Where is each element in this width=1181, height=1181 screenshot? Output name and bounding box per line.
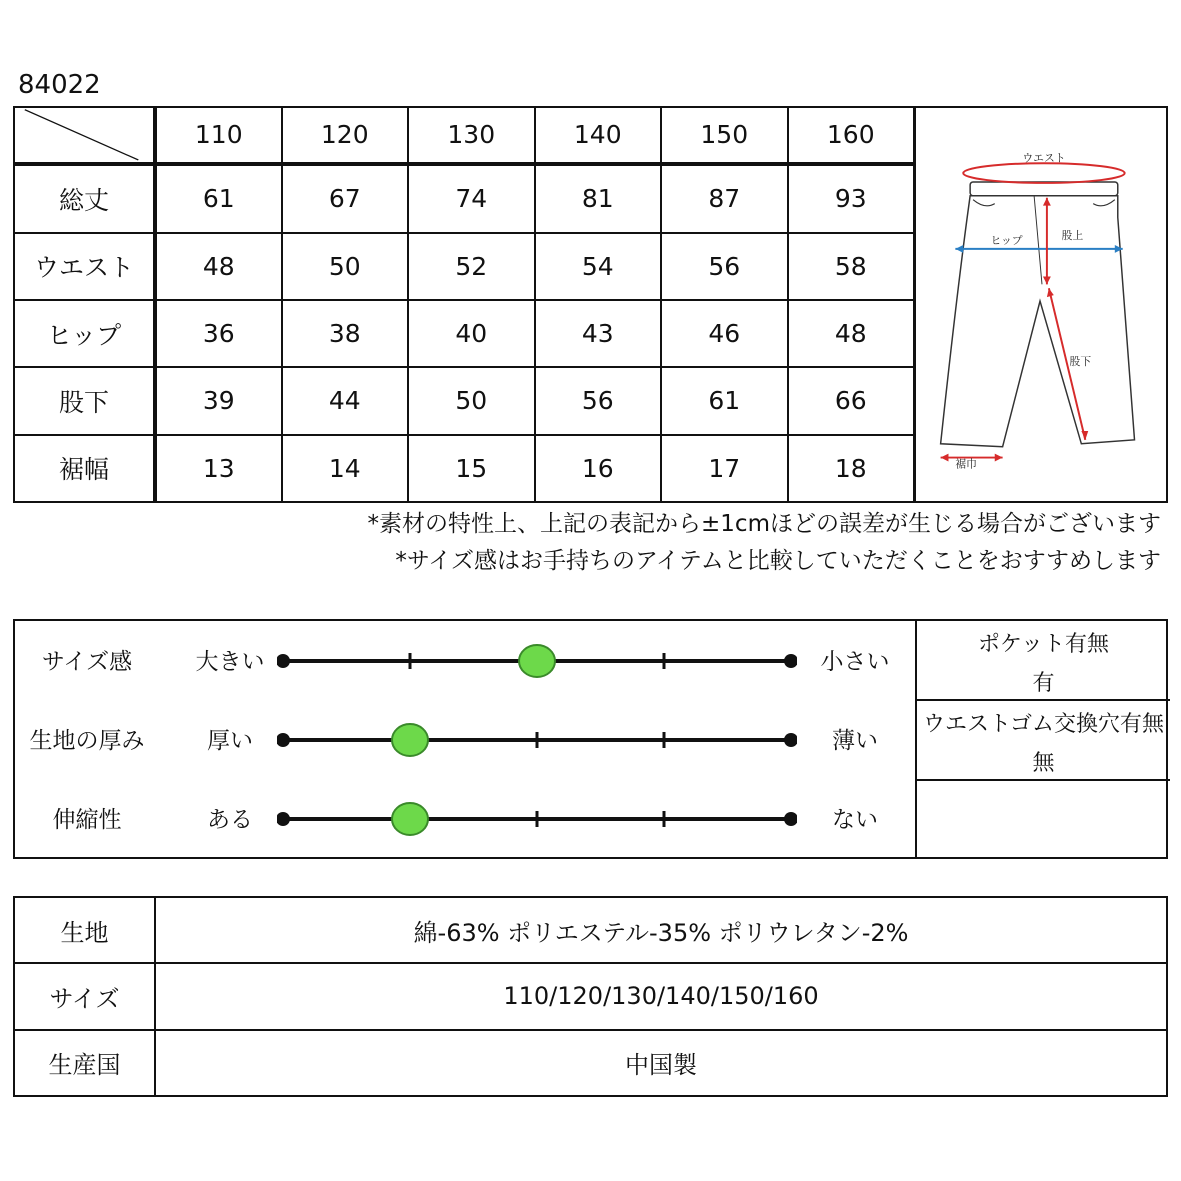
- waist-measure-line: [963, 163, 1124, 183]
- measurement-label: 総丈: [14, 164, 155, 233]
- info-value: 中国製: [155, 1030, 1167, 1096]
- fit-scale-label: 生地の厚み: [29, 728, 145, 754]
- measurement-row: [14, 164, 914, 233]
- waist-elastic-info: [917, 701, 1170, 781]
- measurement-value: 54: [535, 233, 662, 300]
- fit-scale-left-label: 厚い: [207, 728, 253, 754]
- notes: [368, 506, 1161, 580]
- fit-scale-track: [277, 700, 797, 780]
- waist-elastic-info-value: 無: [1032, 751, 1055, 776]
- empty-info-cell: [917, 781, 1170, 857]
- info-label: 生産国: [14, 1030, 155, 1096]
- size-table: [13, 106, 1168, 503]
- measurement-row: [14, 367, 914, 434]
- measurement-label: 股下: [14, 367, 155, 434]
- measurement-value: 48: [788, 300, 915, 367]
- hip-label: ヒップ: [990, 233, 1023, 247]
- measurement-value: 14: [282, 435, 409, 502]
- measurement-value: 15: [408, 435, 535, 502]
- note-line: *サイズ感はお手持ちのアイテムと比較していただくことをおすすめします: [395, 548, 1161, 574]
- measurement-value: 50: [282, 233, 409, 300]
- note-line: *素材の特性上、上記の表記から±1cmほどの誤差が生じる場合がございます: [367, 511, 1161, 537]
- waist-label: ウエスト: [1022, 151, 1066, 165]
- measurement-value: 52: [408, 233, 535, 300]
- inseam-label: 股下: [1069, 355, 1092, 369]
- product-info-table: [13, 896, 1168, 1097]
- fit-scale-marker: [392, 803, 428, 835]
- size-header-cell: 160: [788, 107, 915, 164]
- fit-scale-row: [15, 621, 915, 701]
- measurement-value: 46: [661, 300, 788, 367]
- measurement-value: 81: [535, 164, 662, 233]
- size-header-cell: 120: [282, 107, 409, 164]
- measurement-value: 17: [661, 435, 788, 502]
- measurement-row: [14, 300, 914, 367]
- measurement-row: [14, 435, 914, 502]
- measurement-value: 39: [155, 367, 282, 434]
- size-header-cell: 110: [155, 107, 282, 164]
- measurement-value: 36: [155, 300, 282, 367]
- measurement-value: 87: [661, 164, 788, 233]
- info-label: サイズ: [14, 963, 155, 1029]
- fit-scale-left-label: 大きい: [195, 649, 265, 675]
- measurement-value: 13: [155, 435, 282, 502]
- measurement-value: 56: [535, 367, 662, 434]
- fit-scale-label: 伸縮性: [52, 807, 122, 833]
- hem-label: 裾巾: [955, 457, 978, 471]
- pants-diagram: [914, 106, 1168, 503]
- fit-scale-track: [277, 621, 797, 701]
- size-header-cell: 130: [408, 107, 535, 164]
- pants-measurement-illustration: [916, 108, 1166, 501]
- size-header-row: [14, 107, 914, 164]
- fit-scale-row: [15, 700, 915, 780]
- pocket-info: [917, 621, 1170, 701]
- fit-scale-right-label: 小さい: [820, 649, 890, 675]
- measurement-label: ウエスト: [14, 233, 155, 300]
- measurement-value: 18: [788, 435, 915, 502]
- measurement-value: 61: [155, 164, 282, 233]
- measurement-label: ヒップ: [14, 300, 155, 367]
- fit-scale-marker: [392, 724, 428, 756]
- waist-elastic-info-title: ウエストゴム交換穴有無: [922, 712, 1165, 737]
- fit-scale-label: サイズ感: [41, 649, 133, 675]
- fit-scale-right-label: 薄い: [832, 728, 878, 754]
- info-value: 110/120/130/140/150/160: [155, 963, 1167, 1029]
- measurement-value: 93: [788, 164, 915, 233]
- measurement-value: 67: [282, 164, 409, 233]
- measurement-value: 44: [282, 367, 409, 434]
- fit-scale-row: [15, 779, 915, 859]
- fit-scale-right-label: ない: [832, 807, 878, 833]
- fit-scale-track: [277, 779, 797, 859]
- side-info-panel: [915, 621, 1170, 857]
- pocket-info-value: 有: [1032, 671, 1055, 696]
- pocket-info-title: ポケット有無: [978, 632, 1109, 657]
- product-code: 84022: [18, 70, 101, 100]
- size-header-cell: 150: [661, 107, 788, 164]
- measurement-value: 58: [788, 233, 915, 300]
- size-header-cell: 140: [535, 107, 662, 164]
- measurement-value: 50: [408, 367, 535, 434]
- measurement-value: 48: [155, 233, 282, 300]
- measurement-value: 56: [661, 233, 788, 300]
- rise-label: 股上: [1061, 229, 1084, 243]
- measurement-value: 74: [408, 164, 535, 233]
- measurement-value: 43: [535, 300, 662, 367]
- measurement-value: 61: [661, 367, 788, 434]
- fit-scale-left-label: ある: [207, 807, 253, 833]
- info-label: 生地: [14, 897, 155, 963]
- info-row: [14, 1030, 1167, 1096]
- fit-scales: [13, 619, 1168, 859]
- measurement-row: [14, 233, 914, 300]
- corner-cell: [14, 107, 155, 164]
- measurement-value: 40: [408, 300, 535, 367]
- measurement-value: 66: [788, 367, 915, 434]
- measurement-label: 裾幅: [14, 435, 155, 502]
- info-row: [14, 963, 1167, 1029]
- info-value: 綿-63% ポリエステル-35% ポリウレタン-2%: [155, 897, 1167, 963]
- measurement-value: 16: [535, 435, 662, 502]
- measurement-value: 38: [282, 300, 409, 367]
- fit-scale-marker: [519, 645, 555, 677]
- info-row: [14, 897, 1167, 963]
